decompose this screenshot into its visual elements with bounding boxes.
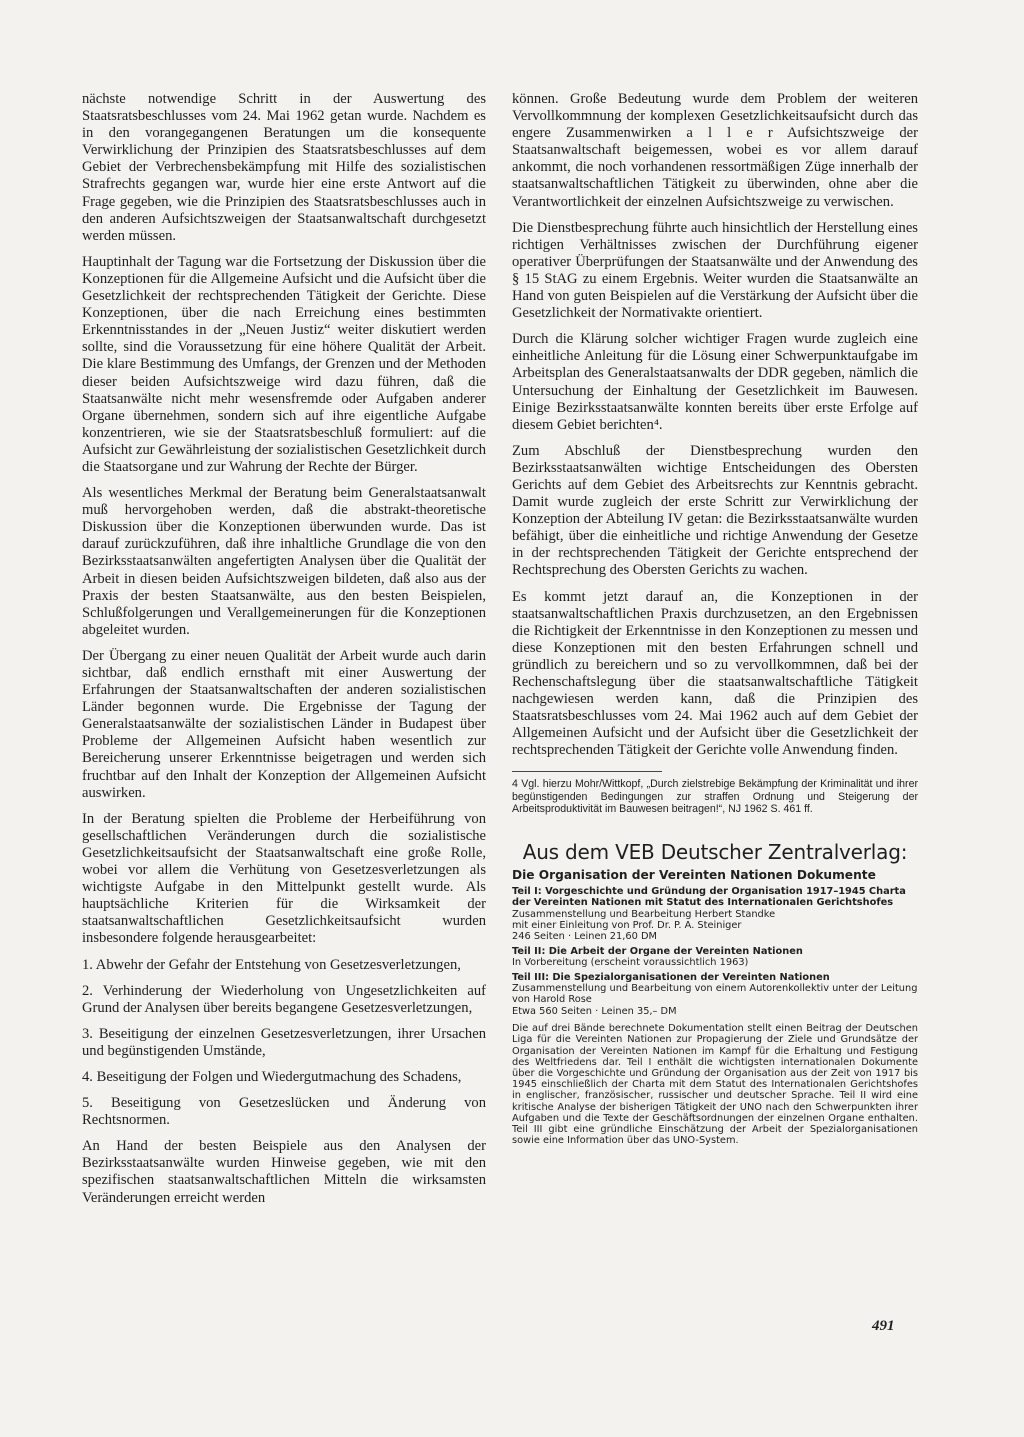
book-entry-line: In Vorbereitung (erscheint voraussichtlich 1963) [512, 957, 749, 969]
advertisement-subheading: Die Organisation der Vereinten Nationen Dokumente [512, 867, 876, 882]
advertisement-heading: Aus dem VEB Deutscher Zentralverlag: [522, 839, 908, 864]
paragraph: nächste notwendige Schritt in der Auswertung des Staatsratsbeschlusses vom 24. Mai 1962 getan wurde. Nachdem es in den vorangegangenen Beratungen um die konsequente Verwirklichung der Prinzipien des Staatsratsbeschlusses auf dem Gebiet der Verbrechensbekämpfung mit Hilfe des sozialistischen Strafrechts gegangen war, wurde hier eine erste Antwort auf die Frage gegeben, wie die Prinzipien des Staatsratsbeschlusses auch in den anderen Aufsichtszweigen der Staatsanwaltschaft durchgesetzt werden müssen. [82, 91, 486, 244]
paragraph: Hauptinhalt der Tagung war die Fortsetzung der Diskussion über die Konzeptionen für die Allgemeine Aufsicht und die Aufsicht über die Gesetzlichkeit der rechtsprechenden Tätigkeit der Gerichte. Diese Konzeptionen, über die nach Erreichung eines bestimmten Erkenntnisstandes in der „Neuen Justiz“ weiter diskutiert werden sollte, sind die Voraussetzung für eine höhere Qualität der Arbeit. Die klare Bestimmung des Umfangs, der Grenzen und der Methoden dieser beiden Aufsichtszweige wird dazu führen, daß die Staatsanwälte nicht mehr wesensfremde oder Aufgaben anderer Organe übernehmen, sondern sich auf ihre eigentliche Aufgabe konzentrieren, wie sie der Staatsratsbeschluß formuliert: auf die Aufsicht zur Gewährleistung der sozialistischen Gesetzlichkeit durch die Staatsorgane und zur Wahrung der Rechte der Bürger. [82, 253, 486, 475]
book-entry-title: Teil I: Vorgeschichte und Gründung der Organisation 1917–1945 Charta der Vereinten Nationen mit Statut des Internationalen Gerichtshofes [512, 885, 906, 909]
paragraph: An Hand der besten Beispiele aus den Analysen der Bezirksstaatsanwälte wurden Hinweise gegeben, wie mit den spezifischen staatsanwaltschaftlichen Mitteln die wirksamsten Veränderungen erreicht werden [82, 1138, 486, 1206]
book-entry-line: Zusammenstellung und Bearbeitung von einem Autorenkollektiv unter der Leitung von Harold Rose [512, 982, 918, 1006]
book-entry [512, 946, 918, 969]
footnote-divider [512, 771, 662, 772]
book-entry-line: mit einer Einleitung von Prof. Dr. P. A. Steiniger [512, 919, 742, 931]
list-item: 1. Abwehr der Gefahr der Entstehung von Gesetzesverletzungen, [82, 956, 461, 973]
book-entry-line: Etwa 560 Seiten · Leinen 35,– DM [512, 1005, 677, 1017]
book-entry-line: Zusammenstellung und Bearbeitung Herbert Standke [512, 908, 776, 920]
list-item: 2. Verhinderung der Wiederholung von Ungesetzlichkeiten auf Grund der Analysen über bereits begangene Gesetzesverletzungen, [82, 982, 486, 1016]
book-entry [512, 972, 918, 1018]
right-column [512, 91, 918, 1146]
footnote: 4 Vgl. hierzu Mohr/Wittkopf, „Durch zielstrebige Bekämpfung der Kriminalität und ihrer begünstigenden Bedingungen zur straffen Ordnung und Steigerung der Arbeitsproduktivität im Bauwesen beitragen!“, NJ 1962 S. 461 ff. [512, 778, 918, 816]
book-entry-title: Teil III: Die Spezialorganisationen der Vereinten Nationen [512, 971, 830, 983]
list-item: 4. Beseitigung der Folgen und Wiedergutmachung des Schadens, [82, 1068, 462, 1085]
advertisement-description: Die auf drei Bände berechnete Dokumentation stellt einen Beitrag der Deutschen Liga für die Vereinten Nationen zur Propagierung der Ziele und Grundsätze der Organisation der Vereinten Nationen im Kampf für die Erhaltung und Festigung des Weltfriedens dar. Teil I enthält die wichtigsten internationalen Dokumente über die Vorgeschichte und Gründung der Organisation aus der Zeit von 1917 bis 1945 einschließlich der Charta mit dem Statut des Internationalen Gerichtshofes in englischer, französischer, russischer und deutscher Sprache. Teil II wird eine kritische Analyse der bisherigen Tätigkeit der UNO nach den Schwerpunkten ihrer Aufgaben und die Texte der Geschäftsordnungen der einzelnen Organe enthalten. Teil III gibt eine gründliche Einschätzung der Arbeit der Spezialorganisationen sowie eine Information über das UNO-System. [512, 1023, 918, 1147]
list-item: 3. Beseitigung der einzelnen Gesetzesverletzungen, ihrer Ursachen und begünstigenden Umstände, [82, 1025, 486, 1059]
paragraph: können. Große Bedeutung wurde dem Problem der weiteren Vervollkommnung der komplexen Gesetzlichkeitsaufsicht durch das engere Zusammenwirken a l l e r Aufsichtszweige der Staatsanwaltschaft beigemessen, wobei es vor allem darauf ankommt, die noch vorhandenen ressortmäßigen Züge innerhalb der staatsanwaltschaftlichen Tätigkeit zu überwinden, ohne aber die Verantwortlichkeit der einzelnen Aufsichtszweige zu verwischen. [512, 91, 918, 210]
paragraph: Durch die Klärung solcher wichtiger Fragen wurde zugleich eine einheitliche Anleitung für die Lösung einer Schwerpunktaufgabe im Arbeitsplan des Generalstaatsanwalts der DDR gegeben, nämlich die Untersuchung der Einhaltung der Gesetzlichkeit im Bauwesen. Einige Bezirksstaatsanwälte konnten bereits über erste Erfolge auf diesem Gebiet berichten⁴. [512, 331, 918, 433]
book-entry-title: Teil II: Die Arbeit der Organe der Vereinten Nationen [512, 945, 803, 957]
book-entry-line: 246 Seiten · Leinen 21,60 DM [512, 931, 657, 943]
publisher-advertisement [512, 840, 918, 1147]
paragraph: Zum Abschluß der Dienstbesprechung wurden den Bezirksstaatsanwälten wichtige Entscheidungen des Obersten Gerichts auf dem Gebiet des Arbeitsrechts zur Kenntnis gebracht. Damit wurde zugleich der erste Schritt zur Verwirklichung der Konzeption der Abteilung IV getan: die Bezirksstaatsanwälte wurden befähigt, über die einheitliche und richtige Anwendung der Gesetze in der rechtsprechenden Tätigkeit der Gerichte entsprechend der Rechtsprechung des Obersten Gerichts zu wachen. [512, 442, 918, 579]
list-item: 5. Beseitigung von Gesetzeslücken und Änderung von Rechtsnormen. [82, 1095, 486, 1129]
page-number: 491 [872, 1318, 895, 1334]
paragraph: Als wesentliches Merkmal der Beratung beim Generalstaatsanwalt muß hervorgehoben werden, daß die abstrakt-theoretische Diskussion über die Konzeptionen überwunden wurde. Das ist darauf zurückzuführen, daß ihre inhaltliche Grundlage die von den Bezirksstaatsanwälten angefertigten Analysen über die Qualität der Arbeit in diesen beiden Aufsichtszweigen bildeten, daß also aus der Praxis der besten Staatsanwälte, aus den besten Beispielen, Schlußfolgerungen und Verallgemeinerungen für die Konzeptionen abgeleitet wurden. [82, 485, 486, 638]
paragraph: Die Dienstbesprechung führte auch hinsichtlich der Herstellung eines richtigen Verhältnisses zwischen der Durchführung eigener operativer Überprüfungen der Staatsanwälte und der Anwendung des § 15 StAG zu einem Ergebnis. Weiter wurden die Staatsanwälte an Hand von guten Beispielen auf die Verstärkung der Aufsicht über die Gesetzlichkeit der Normativakte orientiert. [512, 219, 918, 322]
book-entry [512, 886, 918, 943]
paragraph: Der Übergang zu einer neuen Qualität der Arbeit wurde auch darin sichtbar, daß endlich ernsthaft mit einer Auswertung der Erfahrungen der Staatsanwaltschaften der anderen sozialistischen Länder begonnen wurde. Die Ergebnisse der Tagung der Generalstaatsanwälte der sozialistischen Länder in Budapest über Probleme der Allgemeinen Aufsicht haben wesentlich zur Bereicherung unserer Erkenntnisse beigetragen und werden sich fruchtbar auf den Inhalt der Konzeption der Allgemeinen Aufsicht auswirken. [82, 647, 486, 801]
left-column [82, 91, 486, 1216]
paragraph: Es kommt jetzt darauf an, die Konzeptionen in der staatsanwaltschaftlichen Praxis durchzusetzen, an den Ergebnissen die Richtigkeit der Erkenntnisse in den Konzeptionen zu messen und diese Konzeptionen mit den besten Erfahrungen schnell und gründlich zu bereichern und so zu vervollkommnen, daß bei der Rechenschaftslegung über die staatsanwaltschaftliche Tätigkeit nachgewiesen werden kann, daß die Prinzipien des Staatsratsbeschlusses vom 24. Mai 1962 auch auf dem Gebiet der Allgemeinen Aufsicht und der Aufsicht über die Gesetzlichkeit der rechtsprechenden Tätigkeit der Gerichte volle Anwendung finden. [512, 588, 918, 759]
paragraph: In der Beratung spielten die Probleme der Herbeiführung von gesellschaftlichen Veränderungen durch die sozialistische Gesetzlichkeitsaufsicht der Staatsanwaltschaft eine große Rolle, wobei vor allem die Verhütung von Gesetzesverletzungen als wichtigste Aufgabe in den Mittelpunkt gestellt wurde. Als hauptsächliche Kriterien für die Wirksamkeit der staatsanwaltschaftlichen Gesetzlichkeitsaufsicht wurden insbesondere folgende herausgearbeitet: [82, 810, 486, 947]
